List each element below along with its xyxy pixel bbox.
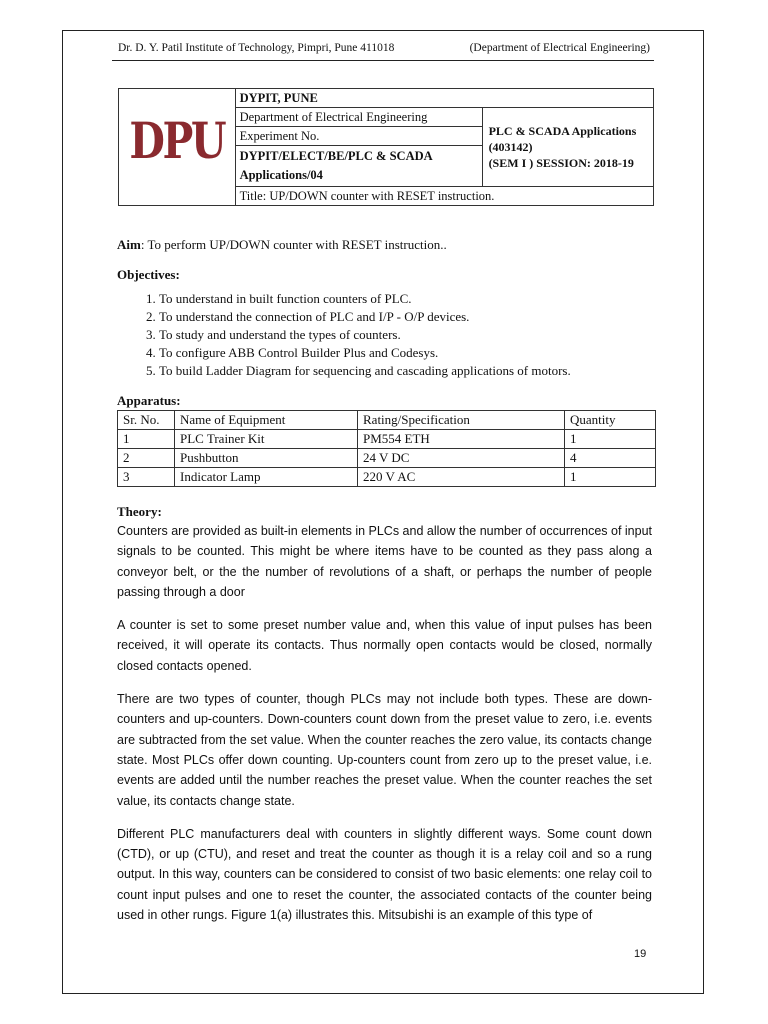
objective-item: 3. To study and understand the types of counters. [159,326,652,344]
table-header-cell: Name of Equipment [175,411,358,430]
objective-item: 4. To configure ABB Control Builder Plus and Codesys. [159,344,652,362]
institute-name: DYPIT, PUNE [235,89,653,108]
table-row [118,449,656,468]
running-header-institute: Dr. D. Y. Patil Institute of Technology, Pimpri, Pune 411018 [118,42,395,54]
objective-item: 2. To understand the connection of PLC and I/P - O/P devices. [159,308,652,326]
apparatus-heading: Apparatus: [117,393,181,408]
objective-item: 5. To build Ladder Diagram for sequencing and cascading applications of motors. [159,362,652,380]
document-body [117,236,652,925]
aim-line [117,236,652,254]
header-rule [112,60,654,61]
table-cell: 220 V AC [358,468,565,487]
page-number: 19 [634,948,647,960]
theory-heading: Theory: [117,504,162,519]
experiment-label: Experiment No. [235,127,482,146]
apparatus-table [117,410,656,487]
table-header-cell: Sr. No. [118,411,175,430]
table-cell: 1 [118,430,175,449]
course-name: PLC & SCADA Applications [488,124,637,138]
experiment-id: DYPIT/ELECT/BE/PLC & SCADA Applications/04 [235,146,482,187]
objective-item: 1. To understand in built function counters of PLC. [159,290,652,308]
table-cell: 24 V DC [358,449,565,468]
theory-paragraph: Different PLC manufacturers deal with counters in slightly different ways. Some count down (CTD), or up (CTU), and reset and treat the counter as though it is a relay coil and so a rung output. In this way, counters can be considered to consist of two basic elements: one relay coil to count input pulses and one to reset the counter, the associated contacts of the counter being used in other rungs. Figure 1(a) illustrates this. Mitsubishi is an example of this type of [117,826,652,923]
aim-text: : To perform UP/DOWN counter with RESET instruction.. [140,237,447,252]
table-header-cell: Rating/Specification [358,411,565,430]
running-header-department: (Department of Electrical Engineering) [469,42,650,54]
apparatus-label: Apparatus [117,393,177,408]
table-header-row [118,411,656,430]
dpu-logo: DPU [129,110,225,170]
table-cell: PLC Trainer Kit [175,430,358,449]
aim-label: Aim [117,237,141,252]
course-code: (403142) [488,140,533,154]
table-cell: PM554 ETH [358,430,565,449]
objectives-label: Objectives [117,267,176,282]
table-cell: Pushbutton [175,449,358,468]
table-cell: 1 [565,430,656,449]
theory-paragraph: A counter is set to some preset number value and, when this value of input pulses has been received, it will operate its contacts. Thus normally open contacts would be closed, normally closed contacts opened. [117,618,652,673]
experiment-header-table [118,88,654,206]
experiment-title: Title: UP/DOWN counter with RESET instruction. [235,187,653,206]
table-cell: 4 [565,449,656,468]
running-header [118,42,650,54]
table-cell: 3 [118,468,175,487]
table-row [118,468,656,487]
objectives-heading: Objectives: [117,267,180,282]
theory-paragraph: Counters are provided as built-in elements in PLCs and allow the number of occurrences of input signals to be counted. This might be where items have to be counted as they pass along a conveyor belt, or the the number of revolutions of a shaft, or perhaps the number of people passing through a door [117,524,653,599]
table-cell: 1 [565,468,656,487]
table-cell: 2 [118,449,175,468]
logo-cell [119,89,236,206]
theory-label: Theory [117,504,158,519]
course-session: (SEM I ) SESSION: 2018-19 [488,156,634,170]
course-info-cell [482,108,653,187]
table-cell: Indicator Lamp [175,468,358,487]
theory-paragraph: There are two types of counter, though PLCs may not include both types. These are down-counters and up-counters. Down-counters count down from the preset value to zero, i.e. events are subtracted from the set value. When the counter reaches the zero value, its contacts change state. Most PLCs offer down counting. Up-counters count from zero up to the preset value, i.e. events are added until the number reaches the preset value. When the counter reaches the set value, its contacts change state. [117,692,652,808]
objectives-list [117,290,652,380]
table-header-cell: Quantity [565,411,656,430]
department-name: Department of Electrical Engineering [235,108,482,127]
table-row [118,430,656,449]
